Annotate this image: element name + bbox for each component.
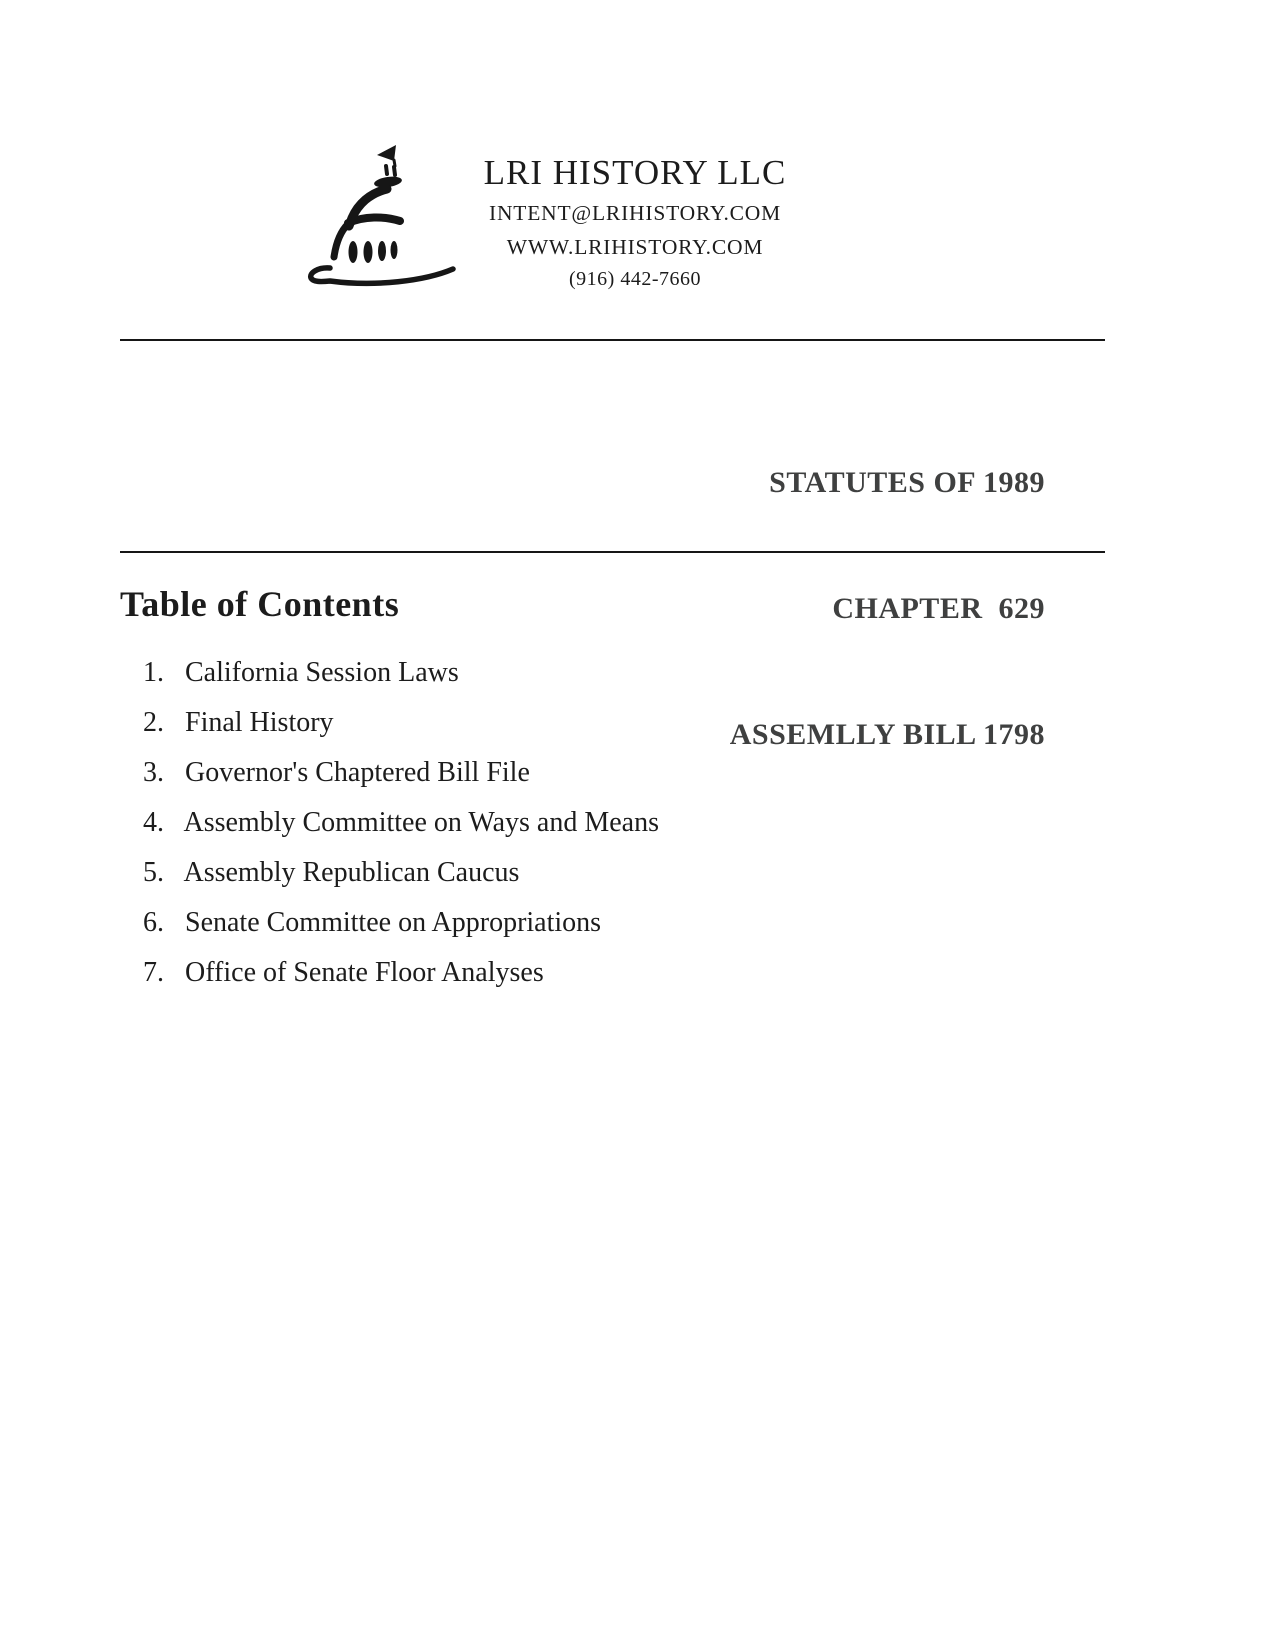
toc-item-number: 5. xyxy=(143,857,164,888)
company-name: LRI HISTORY LLC xyxy=(483,153,787,192)
toc-heading: Table of Contents xyxy=(120,584,400,624)
toc-item xyxy=(120,798,1020,848)
toc-item-label: Assembly Committee on Ways and Means xyxy=(183,807,659,838)
toc-item-number: 4. xyxy=(143,807,164,838)
toc-item-label: Final History xyxy=(185,707,334,738)
toc-item-label: California Session Laws xyxy=(185,657,459,688)
divider-bottom xyxy=(120,551,1105,553)
toc-item-number: 3. xyxy=(143,757,164,788)
toc-item-label: Governor's Chaptered Bill File xyxy=(185,757,530,788)
toc-item-number: 6. xyxy=(143,907,164,938)
letterhead xyxy=(430,152,840,294)
toc-item xyxy=(120,648,1020,698)
table-of-contents xyxy=(120,582,1020,998)
company-email: INTENT@LRIHISTORY.COM xyxy=(488,201,782,225)
toc-item-label: Senate Committee on Appropriations xyxy=(185,907,602,938)
toc-item xyxy=(120,948,1020,998)
chapter-line: CHAPTER 629 xyxy=(832,592,1045,625)
assembly-bill-line: ASSEMLLY BILL 1798 xyxy=(729,718,1045,751)
toc-item xyxy=(120,748,1020,798)
divider-top xyxy=(120,339,1105,341)
toc-item xyxy=(120,698,1020,748)
toc-item-label: Assembly Republican Caucus xyxy=(183,857,520,888)
company-website: WWW.LRIHISTORY.COM xyxy=(506,235,764,259)
toc-list xyxy=(120,648,1020,998)
toc-item-number: 7. xyxy=(143,957,164,988)
company-phone: (916) 442-7660 xyxy=(569,268,701,290)
toc-item-number: 2. xyxy=(143,707,164,738)
toc-item-number: 1. xyxy=(143,657,164,688)
statutes-year-line: STATUTES OF 1989 xyxy=(769,466,1045,499)
toc-item xyxy=(120,848,1020,898)
toc-item-label: Office of Senate Floor Analyses xyxy=(185,957,544,988)
toc-item xyxy=(120,898,1020,948)
